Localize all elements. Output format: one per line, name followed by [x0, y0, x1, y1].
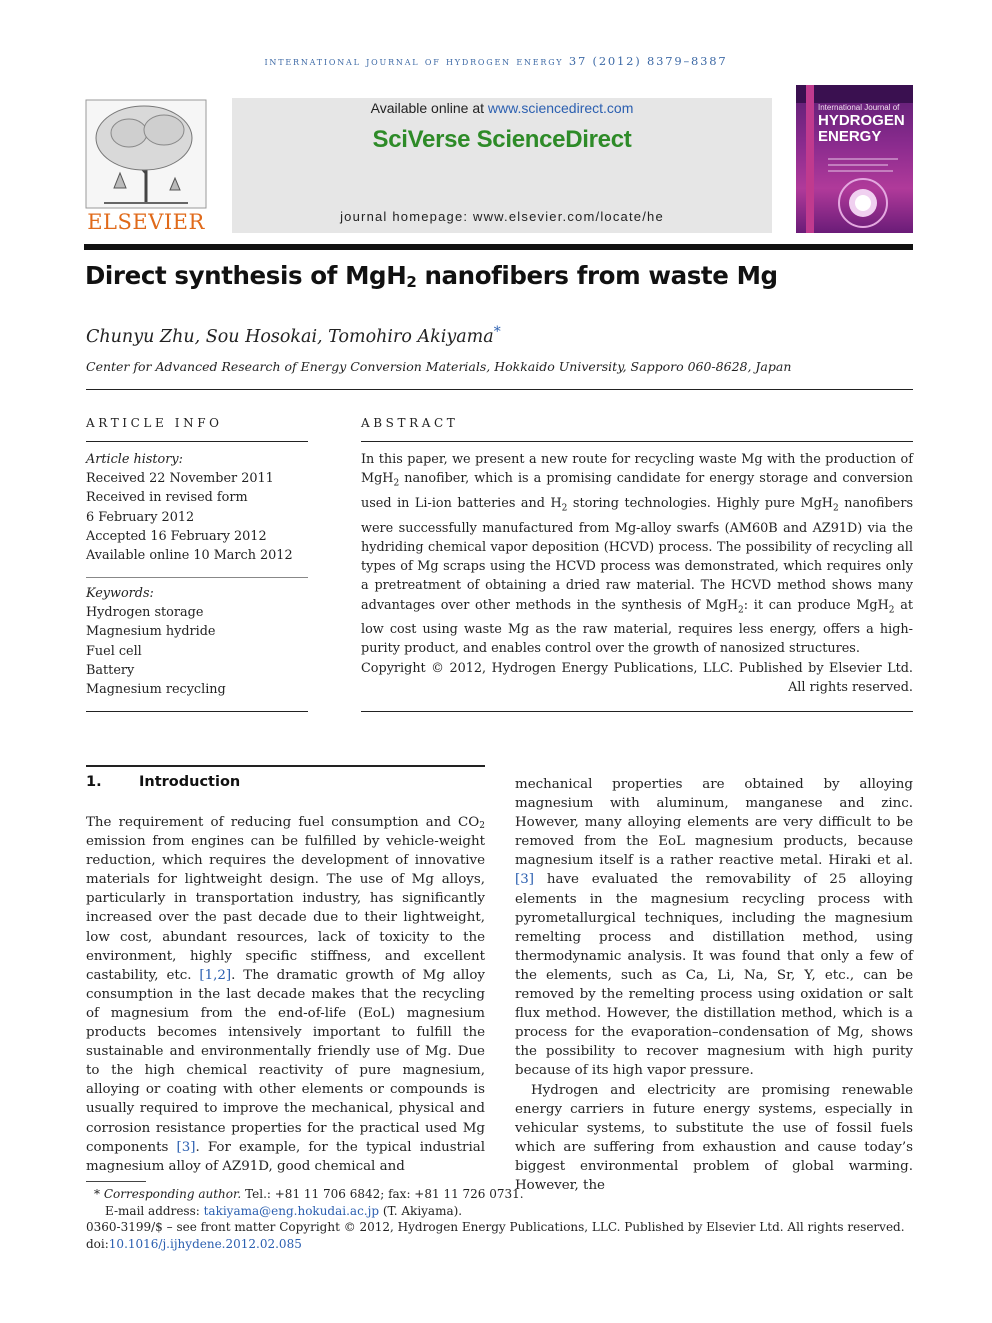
- section-heading: Introduction: [139, 774, 241, 790]
- subscript: 2: [479, 821, 485, 831]
- body-text: . For example, for the typical industrial magnesium alloy of AZ91D, good chemical and: [86, 1139, 485, 1174]
- intro-paragraph: Hydrogen and electricity are promising renewable energy carriers in future energy systems, especially in vehicular systems, to substitute the use of fossil fuels which are suffering from exhaustion and cause today’s biggest environmental problem of global warming. However, the: [515, 1082, 913, 1193]
- citation-link[interactable]: [3]: [176, 1139, 196, 1155]
- intro-right-column: [515, 775, 913, 1195]
- divider: [86, 441, 308, 442]
- header-rule: [84, 244, 913, 250]
- title-subscript: 2: [406, 273, 417, 291]
- footnote-rule: [86, 1181, 146, 1182]
- intro-rule: [86, 765, 485, 767]
- footnote-text: Tel.: +81 11 706 6842; fax: +81 11 726 0731.: [241, 1187, 524, 1201]
- abstract-text: In this paper, we present a new route for recycling waste Mg with the production of MgH: [361, 452, 913, 487]
- citation-link[interactable]: [1,2]: [199, 967, 232, 983]
- cover-line1: International Journal of: [818, 103, 900, 112]
- history-item: Received 22 November 2011: [86, 471, 274, 487]
- divider: [86, 389, 913, 390]
- title-text-end: nanofibers from waste Mg: [416, 261, 778, 290]
- subscript: 2: [832, 503, 839, 514]
- intro-paragraph: [515, 775, 913, 1081]
- subscript: 2: [561, 503, 568, 514]
- keyword: Magnesium hydride: [86, 624, 216, 640]
- keywords: [86, 584, 308, 699]
- abstract-text: : it can produce MgH: [743, 597, 889, 613]
- elsevier-wordmark: ELSEVIER: [87, 210, 205, 234]
- section-number: 1.: [86, 774, 102, 790]
- history-item: Available online 10 March 2012: [86, 548, 293, 564]
- abstract-text: at low cost using waste Mg as the raw material, requires less energy, offers a high-purity product, and enables control over the growth of nanosized structures.: [361, 597, 914, 657]
- footnote-text: E-mail address:: [105, 1203, 204, 1218]
- cover-line2: HYDROGEN: [818, 112, 905, 129]
- history-label: Article history:: [86, 452, 183, 467]
- authors-text: Chunyu Zhu, Sou Hosokai, Tomohiro Akiyama: [86, 327, 494, 347]
- available-label: Available online at: [370, 100, 488, 116]
- intro-left-column: [86, 813, 485, 1176]
- keyword: Battery: [86, 662, 135, 678]
- doi-label: doi:: [86, 1236, 109, 1251]
- history-item: Accepted 16 February 2012: [86, 528, 267, 544]
- available-online: [232, 100, 772, 116]
- history-item: 6 February 2012: [86, 509, 195, 525]
- abstract-copyright: Copyright © 2012, Hydrogen Energy Publications, LLC. Published by Elsevier Ltd. All rights reserved.: [361, 660, 913, 695]
- body-text: . The dramatic growth of Mg alloy consumption in the last decade makes that the recycling of magnesium from the end-of-life (EoL) magnesium products becomes intensively important to fulfill the sustainable and environmentally friendly use of Mg. Due to the high chemical reactivity of pure magnesium, alloying or coating with other elements or compounds is usually required to improve the mechanical, physical and corrosion resistance properties for the practical used Mg components: [86, 967, 485, 1155]
- affiliation: Center for Advanced Research of Energy Conversion Materials, Hokkaido University, Sapporo 060-8628, Japan: [86, 359, 792, 374]
- cover-line3: ENERGY: [818, 128, 882, 145]
- issn-line: 0360-3199/$ – see front matter Copyright © 2012, Hydrogen Energy Publications, LLC. Published by Elsevier Ltd. All rights reserved.: [86, 1220, 905, 1234]
- title-text: Direct synthesis of MgH: [85, 261, 407, 290]
- journal-homepage[interactable]: journal homepage: www.elsevier.com/locate/he: [340, 209, 664, 224]
- doi-link[interactable]: 10.1016/j.ijhydene.2012.02.085: [108, 1236, 302, 1251]
- divider: [361, 711, 913, 712]
- email-link[interactable]: takiyama@eng.hokudai.ac.jp: [203, 1203, 380, 1218]
- citation-link[interactable]: [3]: [515, 872, 534, 888]
- keyword: Fuel cell: [86, 643, 142, 659]
- subscript: 2: [888, 605, 895, 616]
- abstract-paragraph: [361, 450, 913, 659]
- article-info-heading: ARTICLE INFO: [86, 416, 223, 430]
- body-text: The requirement of reducing fuel consumption and CO: [86, 815, 480, 830]
- article-history: [86, 450, 308, 565]
- body-text: emission from engines can be fulfilled by vehicle-weight reduction, which requires the development of innovative materials for lightweight design. The use of Mg alloys, particularly in transportation industry, has significantly increased over the past decade due to their lightweight, low cost, abundant resources, lack of toxicity to the environment, highly specific stiffness, and excellent castability, etc.: [86, 834, 485, 983]
- author-list: [86, 324, 501, 347]
- cover-orb-icon: [818, 145, 913, 233]
- footnote-mark: *: [94, 1187, 100, 1201]
- footnote-label: Corresponding author.: [103, 1187, 242, 1201]
- sciencedirect-link[interactable]: www.sciencedirect.com: [487, 100, 634, 116]
- email-footnote: [86, 1203, 916, 1220]
- sciencedirect-banner: [232, 98, 772, 233]
- corresponding-footnote: [86, 1186, 916, 1203]
- keyword: Hydrogen storage: [86, 605, 204, 621]
- abstract-body: [361, 450, 913, 697]
- footnote-text: (T. Akiyama).: [379, 1203, 463, 1218]
- history-item: Received in revised form: [86, 490, 248, 506]
- body-text: mechanical properties are obtained by alloying magnesium with aluminum, manganese and zinc. However, many alloying elements are very difficult to be removed from the EoL magnesium products, because magnesium itself is a rather reactive metal. Hiraki et al.: [515, 777, 913, 869]
- intro-paragraph: [86, 813, 485, 1176]
- abstract-text: storing technologies. Highly pure MgH: [567, 495, 833, 511]
- article-title: [85, 261, 778, 291]
- abstract-heading: ABSTRACT: [361, 416, 459, 430]
- body-text: have evaluated the removability of 25 alloying elements in the magnesium recycling process with pyrometallurgical techniques, including the magnesium remelting process and distillation method, using thermodynamic analysis. It was found that only a few of the elements, such as Ca, Li, Na, Sr, Y, etc., can be removed by the remelting process using oxidation or salt flux method. However, the distillation method, which is a process for the evaporation–condensation of Mg, shows the possibility to recover magnesium with high purity because of its high vapor pressure.: [515, 872, 913, 1079]
- subscript: 2: [393, 478, 400, 489]
- footnotes: [86, 1186, 916, 1252]
- divider: [361, 441, 913, 442]
- subscript: 2: [738, 605, 744, 616]
- abstract-text: nanofibers were successfully manufactured from Mg-alloy swarfs (AM60B and AZ91D) via the hydriding chemical vapor deposition (HCVD) process. The possibility of recycling all types of Mg scraps using the HCVD process was demonstrated, which requires only a pretreatment of obtaining a dried raw material. The HCVD method shows many advantages over other methods in the synthesis of MgH: [361, 495, 914, 613]
- doi-line: [86, 1236, 916, 1253]
- sciverse-brand[interactable]: SciVerse ScienceDirect: [372, 126, 632, 153]
- divider: [86, 711, 308, 712]
- journal-cover[interactable]: [796, 85, 913, 233]
- keyword: Magnesium recycling: [86, 682, 226, 698]
- abstract-text: nanofiber, which is a promising candidate for energy storage and conversion used in Li-ion batteries and H: [361, 471, 913, 511]
- corresponding-mark[interactable]: *: [493, 324, 501, 340]
- elsevier-logo[interactable]: [84, 98, 208, 238]
- keywords-label: Keywords:: [86, 586, 154, 601]
- running-head: international journal of hydrogen energy 37 (2012) 8379–8387: [264, 54, 728, 68]
- divider: [86, 577, 308, 578]
